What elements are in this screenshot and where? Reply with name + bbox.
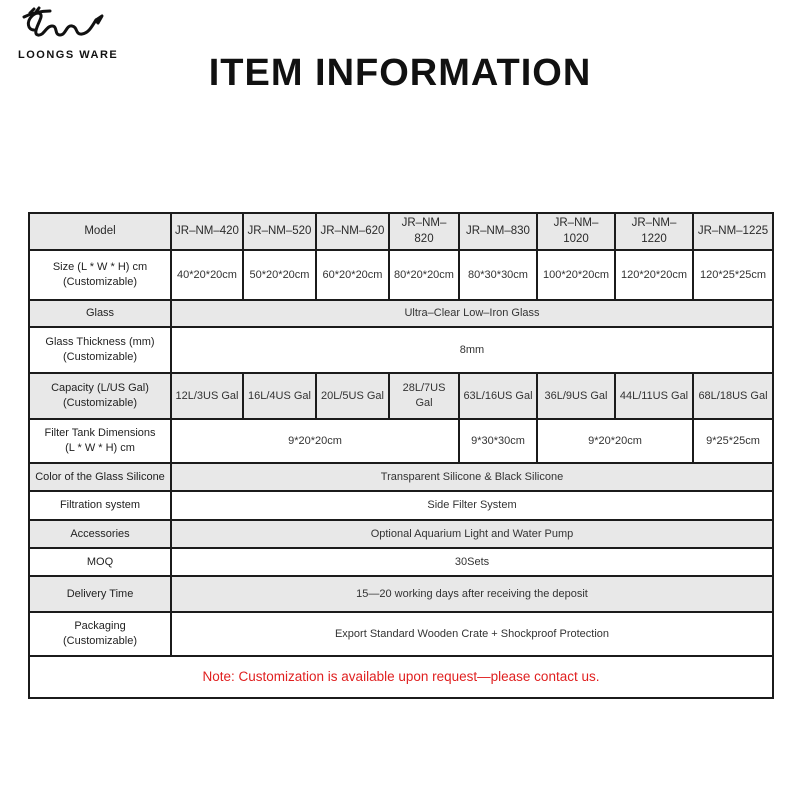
spec-cell: JR–NM–620: [316, 213, 389, 250]
spec-cell: 63L/16US Gal: [459, 373, 537, 419]
page-title: ITEM INFORMATION: [208, 52, 592, 94]
note-row: [29, 656, 773, 698]
customization-note: Note: Customization is available upon request—please contact us.: [29, 656, 773, 698]
spec-cell: 50*20*20cm: [243, 250, 316, 300]
table-row: [29, 300, 773, 327]
spec-cell: 12L/3US Gal: [171, 373, 243, 419]
spec-cell: 9*30*30cm: [459, 419, 537, 463]
row-label: Size (L * W * H) cm (Customizable): [29, 250, 171, 300]
spec-cell: 9*20*20cm: [537, 419, 693, 463]
table-row: [29, 373, 773, 419]
spec-cell: Export Standard Wooden Crate + Shockproof Protection: [171, 612, 773, 656]
table-row: [29, 548, 773, 576]
table-row: [29, 491, 773, 520]
spec-cell: JR–NM–1225: [693, 213, 773, 250]
spec-cell: Optional Aquarium Light and Water Pump: [171, 520, 773, 548]
table-row: [29, 213, 773, 250]
row-label: Glass: [29, 300, 171, 327]
spec-cell: 44L/11US Gal: [615, 373, 693, 419]
spec-cell: Side Filter System: [171, 491, 773, 520]
spec-cell: Ultra–Clear Low–Iron Glass: [171, 300, 773, 327]
spec-cell: 68L/18US Gal: [693, 373, 773, 419]
table-row: [29, 463, 773, 491]
row-label: Glass Thickness (mm) (Customizable): [29, 327, 171, 373]
spec-cell: 80*20*20cm: [389, 250, 459, 300]
spec-cell: JR–NM–420: [171, 213, 243, 250]
spec-cell: 120*25*25cm: [693, 250, 773, 300]
spec-cell: 100*20*20cm: [537, 250, 615, 300]
row-label: Accessories: [29, 520, 171, 548]
spec-cell: 20L/5US Gal: [316, 373, 389, 419]
row-label: Color of the Glass Silicone: [29, 463, 171, 491]
table-row: [29, 419, 773, 463]
row-label: Filter Tank Dimensions (L * W * H) cm: [29, 419, 171, 463]
brand-name: LOONGS WARE: [18, 49, 119, 61]
spec-cell: JR–NM–1020: [537, 213, 615, 250]
row-label: Model: [29, 213, 171, 250]
row-label: Capacity (L/US Gal) (Customizable): [29, 373, 171, 419]
spec-cell: 28L/7US Gal: [389, 373, 459, 419]
spec-cell: 60*20*20cm: [316, 250, 389, 300]
spec-cell: JR–NM–830: [459, 213, 537, 250]
table-row: [29, 327, 773, 373]
spec-cell: 8mm: [171, 327, 773, 373]
spec-cell: JR–NM–820: [389, 213, 459, 250]
spec-cell: 9*25*25cm: [693, 419, 773, 463]
item-information-table: [28, 212, 774, 699]
spec-cell: 15—20 working days after receiving the deposit: [171, 576, 773, 612]
spec-cell: JR–NM–520: [243, 213, 316, 250]
spec-cell: 120*20*20cm: [615, 250, 693, 300]
spec-cell: Transparent Silicone & Black Silicone: [171, 463, 773, 491]
row-label: Delivery Time: [29, 576, 171, 612]
spec-cell: JR–NM–1220: [615, 213, 693, 250]
table-row: [29, 612, 773, 656]
table-row: [29, 250, 773, 300]
table-row: [29, 576, 773, 612]
spec-cell: 36L/9US Gal: [537, 373, 615, 419]
table-row: [29, 520, 773, 548]
spec-cell: 16L/4US Gal: [243, 373, 316, 419]
spec-cell: 9*20*20cm: [171, 419, 459, 463]
row-label: MOQ: [29, 548, 171, 576]
row-label: Filtration system: [29, 491, 171, 520]
row-label: Packaging (Customizable): [29, 612, 171, 656]
dragon-script-icon: [18, 4, 138, 51]
spec-cell: 30Sets: [171, 548, 773, 576]
spec-table-body: [29, 213, 773, 698]
spec-cell: 80*30*30cm: [459, 250, 537, 300]
spec-cell: 40*20*20cm: [171, 250, 243, 300]
